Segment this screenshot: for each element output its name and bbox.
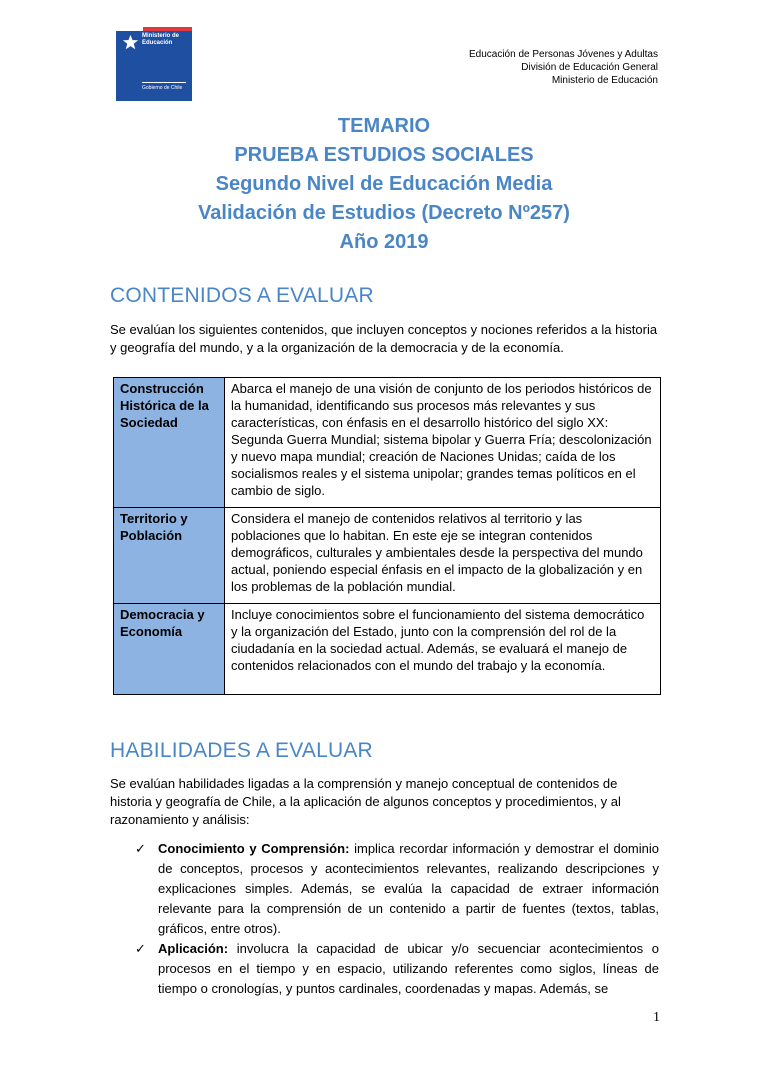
title-line-4: Validación de Estudios (Decreto Nº257) (198, 202, 570, 224)
title-line-5: Año 2019 (339, 231, 429, 253)
logo-line-1: Ministerio de (142, 33, 180, 39)
row-key: Territorio y Población (114, 508, 225, 604)
item-text: involucra la capacidad de ubicar y/o secuenciar acontecimientos o procesos en el tiempo y en espacio, utilizando referentes como siglos, líneas de tiempo o cronologías, y puntos cardinales, coordenadas y mapas. Además, se (158, 941, 659, 996)
header-line-1: Educación de Personas Jóvenes y Adultas (468, 49, 658, 60)
list-item (135, 939, 659, 999)
row-desc: Considera el manejo de contenidos relativos al territorio y las poblaciones que lo habitan. En este eje se integran contenidos demográficos, culturales y ambientales desde la perspectiva del mundo actual, poniendo especial énfasis en el impacto de la globalización y en los problemas de la población mundial. (225, 508, 661, 604)
title-line-1: TEMARIO (337, 115, 431, 137)
table-row (114, 604, 661, 695)
table-row (114, 378, 661, 508)
item-text: implica recordar información y demostrar el dominio de conceptos, procesos y acontecimientos relevantes, realizando descripciones y explicaciones simples. Además, se evalúa la capacidad de extraer información relevante para la comprensión de un contenido a partir de fuentes (textos, tablas, gráficos, entre otros). (158, 841, 659, 936)
logo-line-2: Educación (142, 40, 173, 46)
ministerio-logo (116, 27, 192, 101)
title-line-2: PRUEBA ESTUDIOS SOCIALES (234, 144, 534, 166)
row-desc: Incluye conocimientos sobre el funcionamiento del sistema democrático y la organización del Estado, junto con la comprensión del rol de la ciudadanía en la sociedad actual. Además, se evaluará el manejo de contenidos relacionados con el mundo del trabajo y la economía. (225, 604, 661, 695)
logo-footer: Gobierno de Chile (142, 85, 183, 91)
habilidades-intro: Se evalúan habilidades ligadas a la comprensión y manejo conceptual de contenidos de historia y geografía de Chile, a la aplicación de algunos conceptos y procedimientos, y al razonamiento y análisis: (110, 776, 621, 827)
header-info (469, 48, 658, 87)
table-row (114, 508, 661, 604)
checkmark-icon: ✓ (135, 941, 146, 956)
page-number: 1 (653, 1010, 660, 1025)
habilidades-list (135, 839, 659, 999)
habilidades-heading: HABILIDADES A EVALUAR (110, 739, 373, 762)
star-icon (122, 34, 139, 51)
contenidos-intro: Se evalúan los siguientes contenidos, que incluyen conceptos y nociones referidos a la historia y geografía del mundo, y a la organización de la democracia y de la economía. (110, 322, 658, 355)
document-title (110, 112, 658, 257)
title-line-3: Segundo Nivel de Educación Media (215, 173, 553, 195)
contenidos-table (113, 377, 661, 695)
list-item (135, 839, 659, 939)
item-heading: Conocimiento y Comprensión: (158, 841, 350, 856)
header-line-3: Ministerio de Educación (551, 75, 658, 86)
row-desc: Abarca el manejo de una visión de conjunto de los periodos históricos de la humanidad, identificando sus procesos más relevantes y sus características, con énfasis en el desarrollo histórico del siglo XX: Segunda Guerra Mundial; sistema bipolar y Guerra Fría; descolonización y nuevo mapa mundial; creación de Naciones Unidas; caída de los socialismos reales y el sistema unipolar; grandes temas políticos en el cambio de siglo. (225, 378, 661, 508)
row-key: Democracia y Economía (114, 604, 225, 695)
checkmark-icon: ✓ (135, 841, 146, 856)
row-key: Construcción Histórica de la Sociedad (114, 378, 225, 508)
contenidos-heading: CONTENIDOS A EVALUAR (110, 284, 374, 307)
item-heading: Aplicación: (158, 941, 229, 956)
header-line-2: División de Educación General (521, 62, 658, 73)
